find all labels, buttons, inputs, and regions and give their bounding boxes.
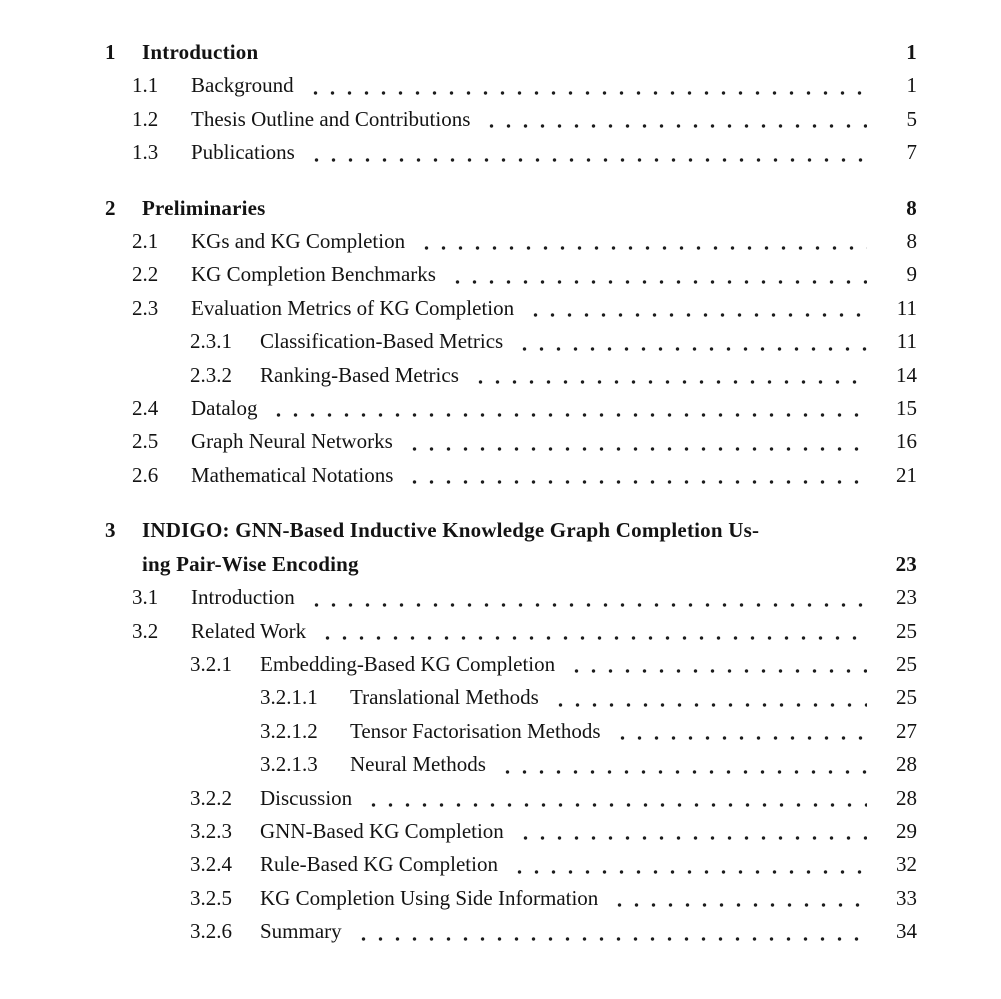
toc-entry-number: 2 (105, 195, 116, 220)
toc-leader-dots (480, 103, 867, 136)
toc-entry[interactable] (105, 69, 917, 102)
toc-leader-dots (513, 325, 867, 358)
toc-entry-number: 3.2.1.1 (260, 685, 318, 710)
toc-leader-spacer (769, 514, 867, 547)
toc-leader-dots (305, 136, 867, 169)
toc-entry-title: KG Completion Using Side Information (260, 885, 599, 910)
toc-entry[interactable] (105, 258, 917, 291)
toc-entry-page: 5 (906, 106, 917, 131)
toc-entry-title: Neural Methods (350, 752, 486, 777)
toc-entry-number: 2.5 (132, 429, 159, 454)
toc-entry-number: 3.2.5 (190, 885, 232, 910)
toc-entry-title: Introduction (142, 40, 259, 64)
toc-entry-page: 28 (896, 752, 917, 777)
toc-entry-number: 3.2.1.2 (260, 718, 318, 743)
toc-leader-spacer (268, 36, 867, 69)
toc-entry-title: Tensor Factorisation Methods (350, 718, 601, 743)
toc-entry[interactable] (105, 359, 917, 392)
toc-entry-page: 23 (896, 585, 917, 610)
toc-entry-title: Discussion (260, 785, 353, 810)
toc-entry-title: Classification-Based Metrics (260, 329, 504, 354)
toc-entry-page: 28 (896, 785, 917, 810)
toc-leader-spacer (276, 192, 867, 225)
toc-entry-number: 2.3.1 (190, 329, 232, 354)
toc-entry-title: GNN-Based KG Completion (260, 818, 504, 843)
toc-entry[interactable] (105, 36, 917, 69)
toc-entry[interactable] (105, 848, 917, 881)
toc-leader-dots (446, 258, 867, 291)
toc-leader-dots (524, 292, 867, 325)
toc-entry[interactable] (105, 425, 917, 458)
toc-entry[interactable] (105, 548, 917, 581)
toc-entry[interactable] (105, 292, 917, 325)
toc-entry-page: 8 (906, 229, 917, 254)
toc-entry-title: Background (191, 73, 294, 98)
toc-entry-page: 25 (896, 651, 917, 676)
toc-entry-title: Related Work (191, 618, 307, 643)
toc-leader-dots (362, 782, 867, 815)
toc-leader-dots (611, 715, 868, 748)
toc-leader-dots (469, 359, 867, 392)
toc-entry[interactable] (105, 915, 917, 948)
toc-entry-number: 2.6 (132, 462, 159, 487)
toc-list (105, 36, 917, 949)
toc-entry-number: 1.2 (132, 106, 159, 131)
toc-entry-title: Mathematical Notations (191, 462, 394, 487)
toc-entry-number (105, 548, 142, 581)
toc-entry[interactable] (105, 681, 917, 714)
toc-entry[interactable] (105, 615, 917, 648)
toc-entry-page: 7 (906, 140, 917, 165)
toc-entry-page: 32 (896, 852, 917, 877)
toc-entry-title: Publications (191, 140, 295, 165)
toc-entry-number: 2.4 (132, 396, 159, 421)
toc-entry[interactable] (105, 581, 917, 614)
toc-entry-title: Thesis Outline and Contributions (191, 106, 471, 131)
toc-entry-title: Graph Neural Networks (191, 429, 393, 454)
toc-entry-title: Rule-Based KG Completion (260, 852, 498, 877)
toc-entry[interactable] (105, 782, 917, 815)
toc-entry-title: ing Pair-Wise Encoding (142, 551, 359, 576)
toc-entry-page: 11 (896, 329, 917, 354)
toc-leader-dots (403, 425, 867, 458)
toc-entry-page (871, 514, 917, 547)
toc-entry-page: 23 (895, 551, 917, 576)
toc-entry-number: 3.1 (132, 585, 159, 610)
toc-leader-dots (608, 882, 867, 915)
toc-entry-page: 1 (906, 73, 917, 98)
toc-entry-page: 25 (896, 685, 917, 710)
toc-entry-number: 3.2.1 (190, 651, 232, 676)
toc-entry[interactable] (105, 514, 917, 547)
toc-entry-title: Datalog (191, 396, 258, 421)
toc-entry-title: Ranking-Based Metrics (260, 362, 459, 387)
toc-entry-page: 8 (906, 195, 917, 220)
toc-entry[interactable] (105, 225, 917, 258)
toc-entry[interactable] (105, 392, 917, 425)
toc-entry[interactable] (105, 748, 917, 781)
toc-entry-number: 1.1 (132, 73, 159, 98)
toc-entry-number: 1.3 (132, 140, 159, 165)
toc-entry-number: 1 (105, 40, 116, 64)
toc-entry-title: KG Completion Benchmarks (191, 262, 436, 287)
toc-entry[interactable] (105, 103, 917, 136)
toc-leader-dots (514, 815, 867, 848)
toc-entry-page: 27 (896, 718, 917, 743)
toc-entry-page: 1 (906, 40, 917, 64)
toc-entry[interactable] (105, 459, 917, 492)
toc-entry-title: KGs and KG Completion (191, 229, 406, 254)
toc-leader-spacer (369, 548, 867, 581)
toc-leader-dots (352, 915, 867, 948)
toc-entry-title: Evaluation Metrics of KG Completion (191, 295, 515, 320)
toc-leader-dots (316, 615, 867, 648)
toc-entry-number: 3.2.2 (190, 785, 232, 810)
toc-entry-page: 33 (896, 885, 917, 910)
toc-entry[interactable] (105, 325, 917, 358)
toc-entry-number: 2.3 (132, 295, 159, 320)
toc-entry[interactable] (105, 136, 917, 169)
toc-leader-dots (496, 748, 867, 781)
toc-entry-page: 34 (896, 919, 917, 944)
toc-entry-title: Summary (260, 919, 342, 944)
toc-entry-title: Embedding-Based KG Completion (260, 651, 556, 676)
toc-entry-title: Translational Methods (350, 685, 539, 710)
toc-entry-page: 16 (896, 429, 917, 454)
toc-entry-page: 15 (896, 396, 917, 421)
toc-entry-title: INDIGO: GNN-Based Inductive Knowledge Graph Completion Us- (142, 518, 760, 543)
toc-entry-number: 3.2.6 (190, 919, 232, 944)
toc-entry-number: 2.1 (132, 229, 159, 254)
toc-entry-page: 25 (896, 618, 917, 643)
toc-leader-dots (415, 225, 867, 258)
toc-entry-number: 2.2 (132, 262, 159, 287)
toc-entry-number: 3.2.4 (190, 852, 232, 877)
toc-leader-dots (565, 648, 867, 681)
toc-leader-dots (549, 681, 867, 714)
toc-leader-dots (305, 581, 867, 614)
toc-entry-title: Preliminaries (142, 195, 266, 220)
toc-entry-number: 2.3.2 (190, 362, 232, 387)
toc-leader-dots (508, 848, 867, 881)
toc-entry[interactable] (105, 882, 917, 915)
toc-leader-dots (267, 392, 867, 425)
toc-entry[interactable] (105, 192, 917, 225)
toc-entry[interactable] (105, 648, 917, 681)
toc-leader-dots (403, 459, 867, 492)
toc-entry-page: 9 (906, 262, 917, 287)
toc-entry-page: 21 (896, 462, 917, 487)
toc-entry-title: Introduction (191, 585, 295, 610)
toc-entry-number: 3.2 (132, 618, 159, 643)
toc-entry[interactable] (105, 815, 917, 848)
toc-entry-number: 3.2.3 (190, 818, 232, 843)
toc-entry-page: 11 (896, 295, 917, 320)
toc-entry-page: 14 (896, 362, 917, 387)
toc-entry-number: 3 (105, 518, 116, 543)
toc-entry-number: 3.2.1.3 (260, 752, 318, 777)
toc-entry-page: 29 (896, 818, 917, 843)
toc-leader-dots (304, 69, 867, 102)
toc-entry[interactable] (105, 715, 917, 748)
